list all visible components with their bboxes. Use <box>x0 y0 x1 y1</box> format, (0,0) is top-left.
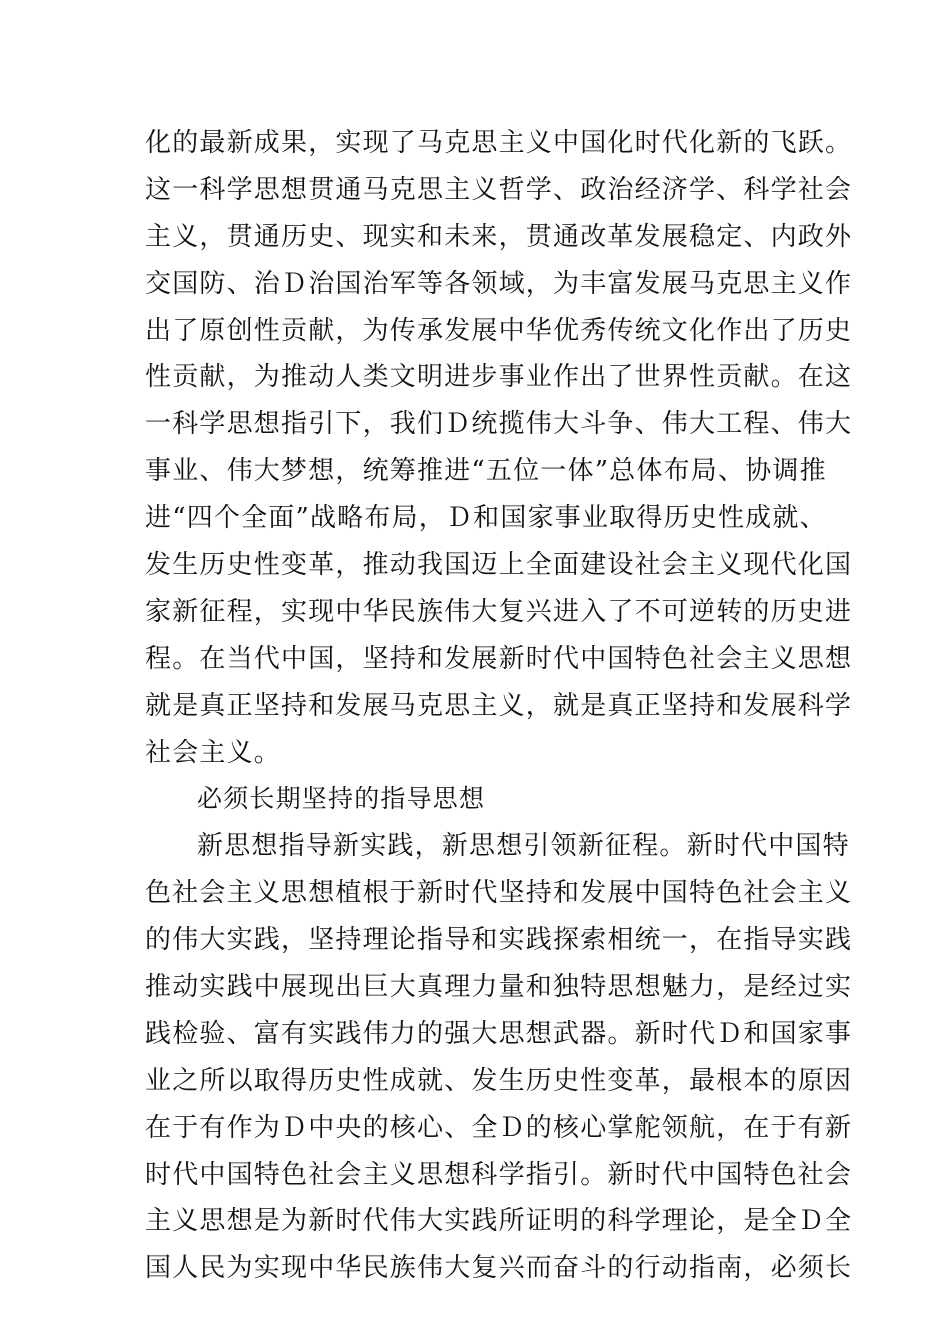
text-line: 在于有作为Ｄ中央的核心、全Ｄ的核心掌舵领航，在于有新 <box>145 1112 853 1143</box>
text-line: 交国防、治Ｄ治国治军等各领域，为丰富发展马克思主义作 <box>145 268 853 299</box>
text-line: 业之所以取得历史性成就、发生历史性变革，最根本的原因 <box>145 1065 853 1096</box>
document-body <box>145 120 853 1292</box>
text-line: 时代中国特色社会主义思想科学指引。新时代中国特色社会 <box>145 1159 853 1190</box>
text-line: 家新征程，实现中华民族伟大复兴进入了不可逆转的历史进 <box>145 596 853 627</box>
text-line: 这一科学思想贯通马克思主义哲学、政治经济学、科学社会 <box>145 174 853 205</box>
text-line: 主义思想是为新时代伟大实践所证明的科学理论，是全Ｄ全 <box>145 1206 853 1237</box>
text-line: 性贡献，为推动人类文明进步事业作出了世界性贡献。在这 <box>145 362 853 393</box>
text-line: 的伟大实践，坚持理论指导和实践探索相统一，在指导实践 <box>145 925 853 956</box>
text-line: 化的最新成果，实现了马克思主义中国化时代化新的飞跃。 <box>145 128 853 158</box>
section-heading: 必须长期坚持的指导思想 <box>197 784 486 814</box>
paragraph-continued <box>145 120 853 776</box>
paragraph <box>145 823 853 1292</box>
text-line: 践检验、富有实践伟力的强大思想武器。新时代Ｄ和国家事 <box>145 1018 853 1049</box>
text-line: 主义，贯通历史、现实和未来，贯通改革发展稳定、内政外 <box>145 221 853 252</box>
text-line: 发生历史性变革，推动我国迈上全面建设社会主义现代化国 <box>145 550 853 581</box>
text-line: 新思想指导新实践，新思想引领新征程。新时代中国特 <box>197 831 850 862</box>
text-line: 国人民为实现中华民族伟大复兴而奋斗的行动指南，必须长 <box>145 1253 853 1284</box>
text-line: 出了原创性贡献，为传承发展中华优秀传统文化作出了历史 <box>145 315 853 346</box>
text-line: 推动实践中展现出巨大真理力量和独特思想魅力，是经过实 <box>145 972 853 1003</box>
text-line: 一科学思想指引下，我们Ｄ统揽伟大斗争、伟大工程、伟大 <box>145 409 853 440</box>
text-line: 事业、伟大梦想，统筹推进“五位一体”总体布局、协调推 <box>145 456 827 487</box>
text-line: 色社会主义思想植根于新时代坚持和发展中国特色社会主义 <box>145 878 853 909</box>
text-line: 进“四个全面”战略布局，Ｄ和国家事业取得历史性成就、 <box>145 503 827 534</box>
text-line: 社会主义。 <box>145 737 282 768</box>
text-line: 就是真正坚持和发展马克思主义，就是真正坚持和发展科学 <box>145 690 853 721</box>
text-line: 程。在当代中国，坚持和发展新时代中国特色社会主义思想 <box>145 643 853 674</box>
